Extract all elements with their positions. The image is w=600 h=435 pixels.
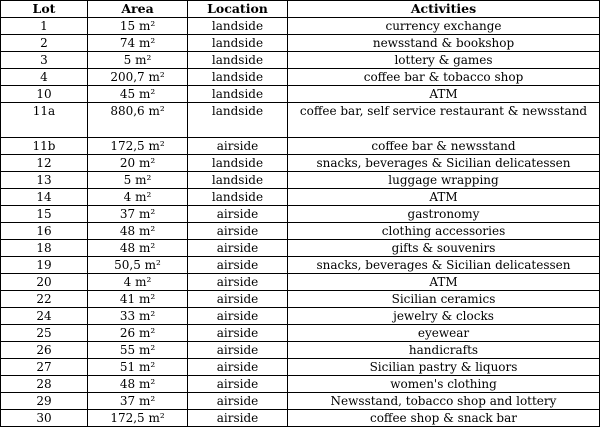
table-row bbox=[1, 138, 600, 155]
cell-activities: coffee bar & tobacco shop bbox=[288, 69, 600, 86]
cell-area: 200,7 m² bbox=[88, 69, 188, 86]
table-row bbox=[1, 376, 600, 393]
cell-area: 51 m² bbox=[88, 359, 188, 376]
cell-lot: 10 bbox=[1, 86, 88, 103]
cell-lot: 27 bbox=[1, 359, 88, 376]
cell-location: airside bbox=[188, 325, 288, 342]
table-row bbox=[1, 52, 600, 69]
table-row bbox=[1, 86, 600, 103]
cell-activities: currency exchange bbox=[288, 18, 600, 35]
cell-activities: clothing accessories bbox=[288, 223, 600, 240]
cell-activities: luggage wrapping bbox=[288, 172, 600, 189]
table-row bbox=[1, 155, 600, 172]
cell-activities: newsstand & bookshop bbox=[288, 35, 600, 52]
cell-activities: gastronomy bbox=[288, 206, 600, 223]
cell-location: landside bbox=[188, 69, 288, 86]
cell-area: 41 m² bbox=[88, 291, 188, 308]
cell-area: 5 m² bbox=[88, 52, 188, 69]
cell-area: 48 m² bbox=[88, 223, 188, 240]
cell-location: airside bbox=[188, 393, 288, 410]
cell-activities: handicrafts bbox=[288, 342, 600, 359]
cell-area: 45 m² bbox=[88, 86, 188, 103]
cell-location: airside bbox=[188, 376, 288, 393]
cell-location: landside bbox=[188, 172, 288, 189]
cell-area: 48 m² bbox=[88, 376, 188, 393]
cell-area: 26 m² bbox=[88, 325, 188, 342]
cell-lot: 22 bbox=[1, 291, 88, 308]
table-row bbox=[1, 18, 600, 35]
cell-activities: coffee shop & snack bar bbox=[288, 410, 600, 427]
cell-lot: 1 bbox=[1, 18, 88, 35]
cell-lot: 3 bbox=[1, 52, 88, 69]
cell-lot: 11b bbox=[1, 138, 88, 155]
cell-lot: 2 bbox=[1, 35, 88, 52]
cell-area: 172,5 m² bbox=[88, 410, 188, 427]
table-row bbox=[1, 325, 600, 342]
cell-lot: 11a bbox=[1, 103, 88, 138]
cell-area: 37 m² bbox=[88, 206, 188, 223]
cell-activities: snacks, beverages & Sicilian delicatessen bbox=[288, 155, 600, 172]
cell-location: airside bbox=[188, 308, 288, 325]
cell-lot: 29 bbox=[1, 393, 88, 410]
cell-lot: 4 bbox=[1, 69, 88, 86]
cell-lot: 20 bbox=[1, 274, 88, 291]
table-row bbox=[1, 172, 600, 189]
cell-activities: ATM bbox=[288, 189, 600, 206]
table-row bbox=[1, 342, 600, 359]
cell-location: airside bbox=[188, 274, 288, 291]
table-row bbox=[1, 393, 600, 410]
cell-location: airside bbox=[188, 240, 288, 257]
cell-location: airside bbox=[188, 223, 288, 240]
cell-location: airside bbox=[188, 359, 288, 376]
cell-location: landside bbox=[188, 18, 288, 35]
cell-lot: 25 bbox=[1, 325, 88, 342]
cell-lot: 16 bbox=[1, 223, 88, 240]
cell-area: 4 m² bbox=[88, 274, 188, 291]
cell-lot: 12 bbox=[1, 155, 88, 172]
cell-lot: 13 bbox=[1, 172, 88, 189]
cell-activities: gifts & souvenirs bbox=[288, 240, 600, 257]
table-row bbox=[1, 359, 600, 376]
cell-area: 55 m² bbox=[88, 342, 188, 359]
cell-location: airside bbox=[188, 257, 288, 274]
header-activities: Activities bbox=[288, 1, 600, 18]
table-row bbox=[1, 189, 600, 206]
cell-location: airside bbox=[188, 138, 288, 155]
cell-location: landside bbox=[188, 86, 288, 103]
cell-lot: 30 bbox=[1, 410, 88, 427]
cell-area: 15 m² bbox=[88, 18, 188, 35]
cell-area: 74 m² bbox=[88, 35, 188, 52]
table-row bbox=[1, 240, 600, 257]
header-location: Location bbox=[188, 1, 288, 18]
cell-activities: coffee bar & newsstand bbox=[288, 138, 600, 155]
table-row bbox=[1, 223, 600, 240]
table-row bbox=[1, 35, 600, 52]
cell-activities: women's clothing bbox=[288, 376, 600, 393]
cell-activities: Newsstand, tobacco shop and lottery bbox=[288, 393, 600, 410]
cell-lot: 26 bbox=[1, 342, 88, 359]
cell-lot: 14 bbox=[1, 189, 88, 206]
cell-location: airside bbox=[188, 410, 288, 427]
cell-activities: ATM bbox=[288, 86, 600, 103]
cell-area: 20 m² bbox=[88, 155, 188, 172]
header-lot: Lot bbox=[1, 1, 88, 18]
cell-location: landside bbox=[188, 103, 288, 138]
cell-location: airside bbox=[188, 206, 288, 223]
cell-location: landside bbox=[188, 189, 288, 206]
cell-area: 50,5 m² bbox=[88, 257, 188, 274]
cell-area: 48 m² bbox=[88, 240, 188, 257]
table-body bbox=[1, 18, 600, 427]
cell-lot: 24 bbox=[1, 308, 88, 325]
cell-activities: lottery & games bbox=[288, 52, 600, 69]
header-area: Area bbox=[88, 1, 188, 18]
cell-location: landside bbox=[188, 35, 288, 52]
cell-area: 37 m² bbox=[88, 393, 188, 410]
cell-area: 5 m² bbox=[88, 172, 188, 189]
cell-lot: 18 bbox=[1, 240, 88, 257]
cell-activities: eyewear bbox=[288, 325, 600, 342]
cell-activities: jewelry & clocks bbox=[288, 308, 600, 325]
table-row bbox=[1, 410, 600, 427]
cell-activities: ATM bbox=[288, 274, 600, 291]
cell-activities: Sicilian pastry & liquors bbox=[288, 359, 600, 376]
table-row bbox=[1, 308, 600, 325]
cell-lot: 15 bbox=[1, 206, 88, 223]
header-row bbox=[1, 1, 600, 18]
table-row bbox=[1, 274, 600, 291]
table-row bbox=[1, 69, 600, 86]
table-row bbox=[1, 103, 600, 138]
cell-location: landside bbox=[188, 155, 288, 172]
cell-location: landside bbox=[188, 52, 288, 69]
cell-lot: 19 bbox=[1, 257, 88, 274]
cell-activities: snacks, beverages & Sicilian delicatessen bbox=[288, 257, 600, 274]
cell-location: airside bbox=[188, 342, 288, 359]
cell-area: 172,5 m² bbox=[88, 138, 188, 155]
table-row bbox=[1, 206, 600, 223]
cell-activities: Sicilian ceramics bbox=[288, 291, 600, 308]
cell-area: 33 m² bbox=[88, 308, 188, 325]
cell-location: airside bbox=[188, 291, 288, 308]
cell-lot: 28 bbox=[1, 376, 88, 393]
cell-activities: coffee bar, self service restaurant & newsstand bbox=[288, 103, 600, 138]
cell-area: 880,6 m² bbox=[88, 103, 188, 138]
cell-area: 4 m² bbox=[88, 189, 188, 206]
table-row bbox=[1, 291, 600, 308]
table-row bbox=[1, 257, 600, 274]
